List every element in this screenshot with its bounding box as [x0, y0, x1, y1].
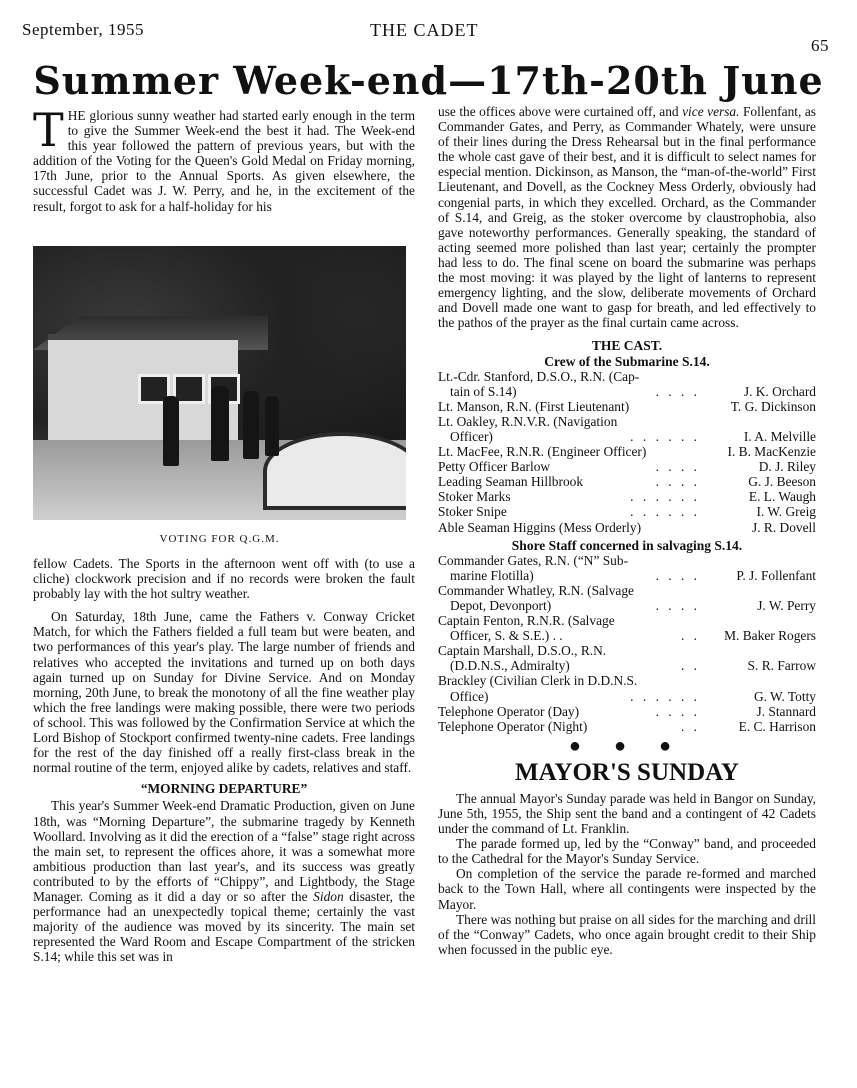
publication-title: THE CADET [370, 20, 479, 40]
mayor-paragraph-2: The parade formed up, led by the “Conway” band, and proceeded to the Cathedral for the Mayor's Sunday Service. [438, 836, 816, 867]
cast-row [438, 489, 816, 504]
cast-actor: E. L. Waugh [748, 489, 816, 505]
production-text: This year's Summer Week-end Dramatic Production, given on June 18th, was “Morning Departure”, the submarine tragedy by Kenneth Woollard. Involving as it did the erection of a “false” stage right across the main set, to represent the offices ahore, it was a somewhat more ambitious production than last year's, and its success was greatly contributed to by the efforts of “Chippy”, and Lightbody, the Stage Manager. Coming as it did a day or so after the [33, 798, 415, 904]
leader-dots: . . [680, 658, 700, 674]
cast-role: Lt. Manson, R.N. (First Lieutenant) [438, 398, 630, 414]
cast-role: tain of S.14) [450, 383, 517, 399]
cast-row [438, 568, 816, 583]
sidon-ship-name: Sidon [313, 888, 344, 904]
right-column [438, 104, 816, 957]
shore-staff-heading: Shore Staff concerned in salvaging S.14. [511, 537, 743, 553]
cast-role-line [438, 553, 816, 568]
cast-role: Office) [450, 688, 489, 704]
cast-role: Captain Fenton, R.N.R. (Salvage [438, 613, 615, 629]
leader-dots: . . . . [655, 567, 700, 583]
cast-actor: E. C. Harrison [738, 718, 816, 734]
photo-figure [211, 386, 229, 461]
cast-row [438, 384, 816, 399]
cast-role: Leading Seaman Hillbrook [438, 474, 584, 490]
cast-row [438, 598, 816, 613]
photo-figure [265, 396, 279, 456]
leader-dots: . . . . . . [630, 504, 700, 520]
cast-actor: J. Stannard [756, 703, 816, 719]
cast-row [438, 399, 816, 414]
crew-heading: Crew of the Submarine S.14. [544, 353, 710, 369]
production-paragraph [33, 798, 415, 964]
photo-figure [163, 396, 179, 466]
cast-actor: G. W. Totty [753, 688, 816, 704]
photo-caption: VOTING FOR Q.G.M. [159, 533, 280, 545]
cast-role: Telephone Operator (Night) [438, 718, 588, 734]
leader-dots: . . . . [655, 703, 700, 719]
drop-cap: T [33, 103, 64, 157]
cast-role: Officer, S. & S.E.) . . [450, 628, 563, 644]
leader-dots: . . . . [655, 459, 700, 475]
cast-role: Lt. MacFee, R.N.R. (Engineer Officer) [438, 444, 647, 460]
intro-text: HE glorious sunny weather had started early enough in the term to give the Summer Week-end the best it had. The Week-end this year followed the pattern of previous years, but with the addition of the Voting for the Queen's Gold Medal on Friday morning, 17th June, prior to the Annual Sports. As given elsewhere, the successful Cadet was J. W. Perry, and he, in the excitement of the result, forgot to ask for a half-holiday for his [33, 108, 415, 214]
saturday-paragraph: On Saturday, 18th June, came the Fathers v. Conway Cricket Match, for which the Fathers fielded a full team but were beaten, and two performances of this year's play. The large number of friends and relatives who accepted the invitations and turned up on both days again turned up on Sunday for Divine Service. And on Monday morning, 20th June, to break the monotony of all the fine weather play which the free landings were making possible, there were two periods of school. This was followed by the Confirmation Service at which the Lord Bishop of Stockport confirmed twenty-nine cadets. Free landings for the rest of the day finished off a really first-class break in the normal routine of the term, enjoyed alike by cadets, relatives and staff. [33, 609, 415, 776]
review-text-continued: Follenfant, as Commander Gates, and Perry, as Commander Whately, were unsure of their lines during the Dress Rehearsal but in the final performance the whole cast gave of their best, and it is difficult to select names for especial mention. Dickinson, as Manson, the “man-of-the-world” First Lieutenant, and Dovell, as the Cockney Mess Orderly, obviously had congenial parts, in which they excelled. Orchard, as the Commander of S.14, and Greig, as the stoker overcome by claustrophobia, also gave noteworthy performances. Generally speaking, the standard of acting seemed more polished than last year; certainly the prompter had less to do. The final scene on board the submarine was perhaps the most moving: it was played by the light of lanterns to represent emergency lighting, and the slow, deliberate movements of Orchard and Dovell made one want to gasp for breath, and led effectively to the pathos of the prayer as the final curtain came across. [438, 104, 816, 331]
cast-role: Officer) [450, 428, 493, 444]
cast-role: (D.D.N.S., Admiralty) [450, 658, 570, 674]
cast-row [438, 444, 816, 459]
cast-role: Telephone Operator (Day) [438, 703, 580, 719]
cast-role: Brackley (Civilian Clerk in D.D.N.S. [438, 673, 638, 689]
cast-role: marine Flotilla) [450, 567, 534, 583]
cast-role: Stoker Marks [438, 489, 511, 505]
leader-dots: . . . . [655, 383, 700, 399]
mayor-paragraph-3: On completion of the service the parade re-formed and marched back to the Town Hall, where all contingents were inspected by the Mayor. [438, 866, 816, 912]
cast-role-line [438, 643, 816, 658]
cast-role: Able Seaman Higgins (Mess Orderly) [438, 519, 642, 535]
voting-photo [33, 246, 406, 520]
cast-actor: I. A. Melville [743, 428, 816, 444]
review-text: use the offices above were curtained off, and [438, 104, 683, 119]
cast-role: Stoker Snipe [438, 504, 507, 520]
left-column-lower [33, 556, 415, 964]
cast-heading: THE CAST. [591, 338, 663, 354]
cast-role: Commander Gates, R.N. (“N” Sub- [438, 552, 629, 568]
mayors-sunday-heading: MAYOR'S SUNDAY [515, 758, 739, 786]
cast-row [438, 459, 816, 474]
cast-row [438, 719, 816, 734]
cast-role-line [438, 613, 816, 628]
cast-row [438, 628, 816, 643]
leader-dots: . . . . [655, 474, 700, 490]
cast-role: Depot, Devonport) [450, 598, 552, 613]
article-headline: Summer Week-end—17th-20th June [33, 58, 824, 103]
cast-row [438, 504, 816, 519]
cast-role-line [438, 673, 816, 688]
cast-actor: J. K. Orchard [743, 383, 816, 399]
cast-row [438, 429, 816, 444]
section-divider-bullets: ● ● ● [568, 734, 686, 757]
leader-dots: . . [680, 628, 700, 644]
vice-versa: vice versa. [682, 104, 740, 119]
shore-staff-list [438, 553, 816, 734]
cast-role: Captain Marshall, D.S.O., R.N. [438, 643, 607, 659]
cast-role-line [438, 583, 816, 598]
cast-actor: I. B. MacKenzie [727, 444, 816, 460]
cast-actor: J. R. Dovell [752, 519, 816, 535]
mayor-paragraph-4: There was nothing but praise on all sides for the marching and drill of the “Conway” Cadets, who once again brought credit to their Ship when focussed in the public eye. [438, 911, 816, 957]
cast-row [438, 520, 816, 535]
issue-date: September, 1955 [22, 20, 145, 39]
cast-actor: J. W. Perry [757, 598, 816, 613]
photo-flowerbed [263, 432, 406, 510]
cast-row [438, 474, 816, 489]
leader-dots: . . . . [655, 598, 700, 613]
leader-dots: . . [680, 718, 700, 734]
cast-role-line [438, 369, 816, 384]
sports-paragraph: fellow Cadets. The Sports in the afternoon went off with (to use a cliche) clockwork precision and if no records were broken the fault probably lay with the hot sultry weather. [33, 556, 415, 602]
leader-dots: . . . . . . [630, 688, 700, 704]
review-paragraph [438, 104, 816, 330]
page-number: 65 [811, 36, 829, 55]
morning-departure-heading: “MORNING DEPARTURE” [140, 781, 308, 797]
cast-role: Commander Whatley, R.N. (Salvage [438, 582, 634, 598]
cast-actor: I. W. Greig [756, 504, 816, 520]
mayor-paragraph-1: The annual Mayor's Sunday parade was held in Bangor on Sunday, June 5th, 1955, the Ship sent the band and a contingent of 42 Cadets under the command of Lt. Franklin. [438, 790, 816, 837]
leader-dots: . . . . . . [630, 428, 700, 444]
cast-row [438, 704, 816, 719]
intro-paragraph [33, 103, 415, 214]
cast-actor: T. G. Dickinson [730, 398, 816, 414]
cast-actor: G. J. Beeson [748, 474, 816, 490]
cast-role: Petty Officer Barlow [438, 459, 551, 475]
cast-row [438, 658, 816, 673]
production-text-continued: disaster, the performance had an unexpectedly topical theme; certainly the vast majority of the audience was moved by its sincerity. The main set represented the Ward Room and Escape Compartment of the stricken S.14; while this set was in [33, 888, 415, 965]
cast-actor: S. R. Farrow [747, 658, 816, 674]
cast-actor: D. J. Riley [758, 459, 816, 475]
cast-actor: P. J. Follenfant [736, 567, 816, 583]
cast-role: Lt.-Cdr. Stanford, D.S.O., R.N. (Cap- [438, 368, 640, 384]
leader-dots: . . . . . . [630, 489, 700, 505]
crew-list [438, 369, 816, 535]
cast-row [438, 689, 816, 704]
photo-figure [243, 391, 259, 459]
cast-role-line [438, 414, 816, 429]
cast-actor: M. Baker Rogers [724, 628, 816, 644]
cast-role: Lt. Oakley, R.N.V.R. (Navigation [438, 413, 618, 429]
